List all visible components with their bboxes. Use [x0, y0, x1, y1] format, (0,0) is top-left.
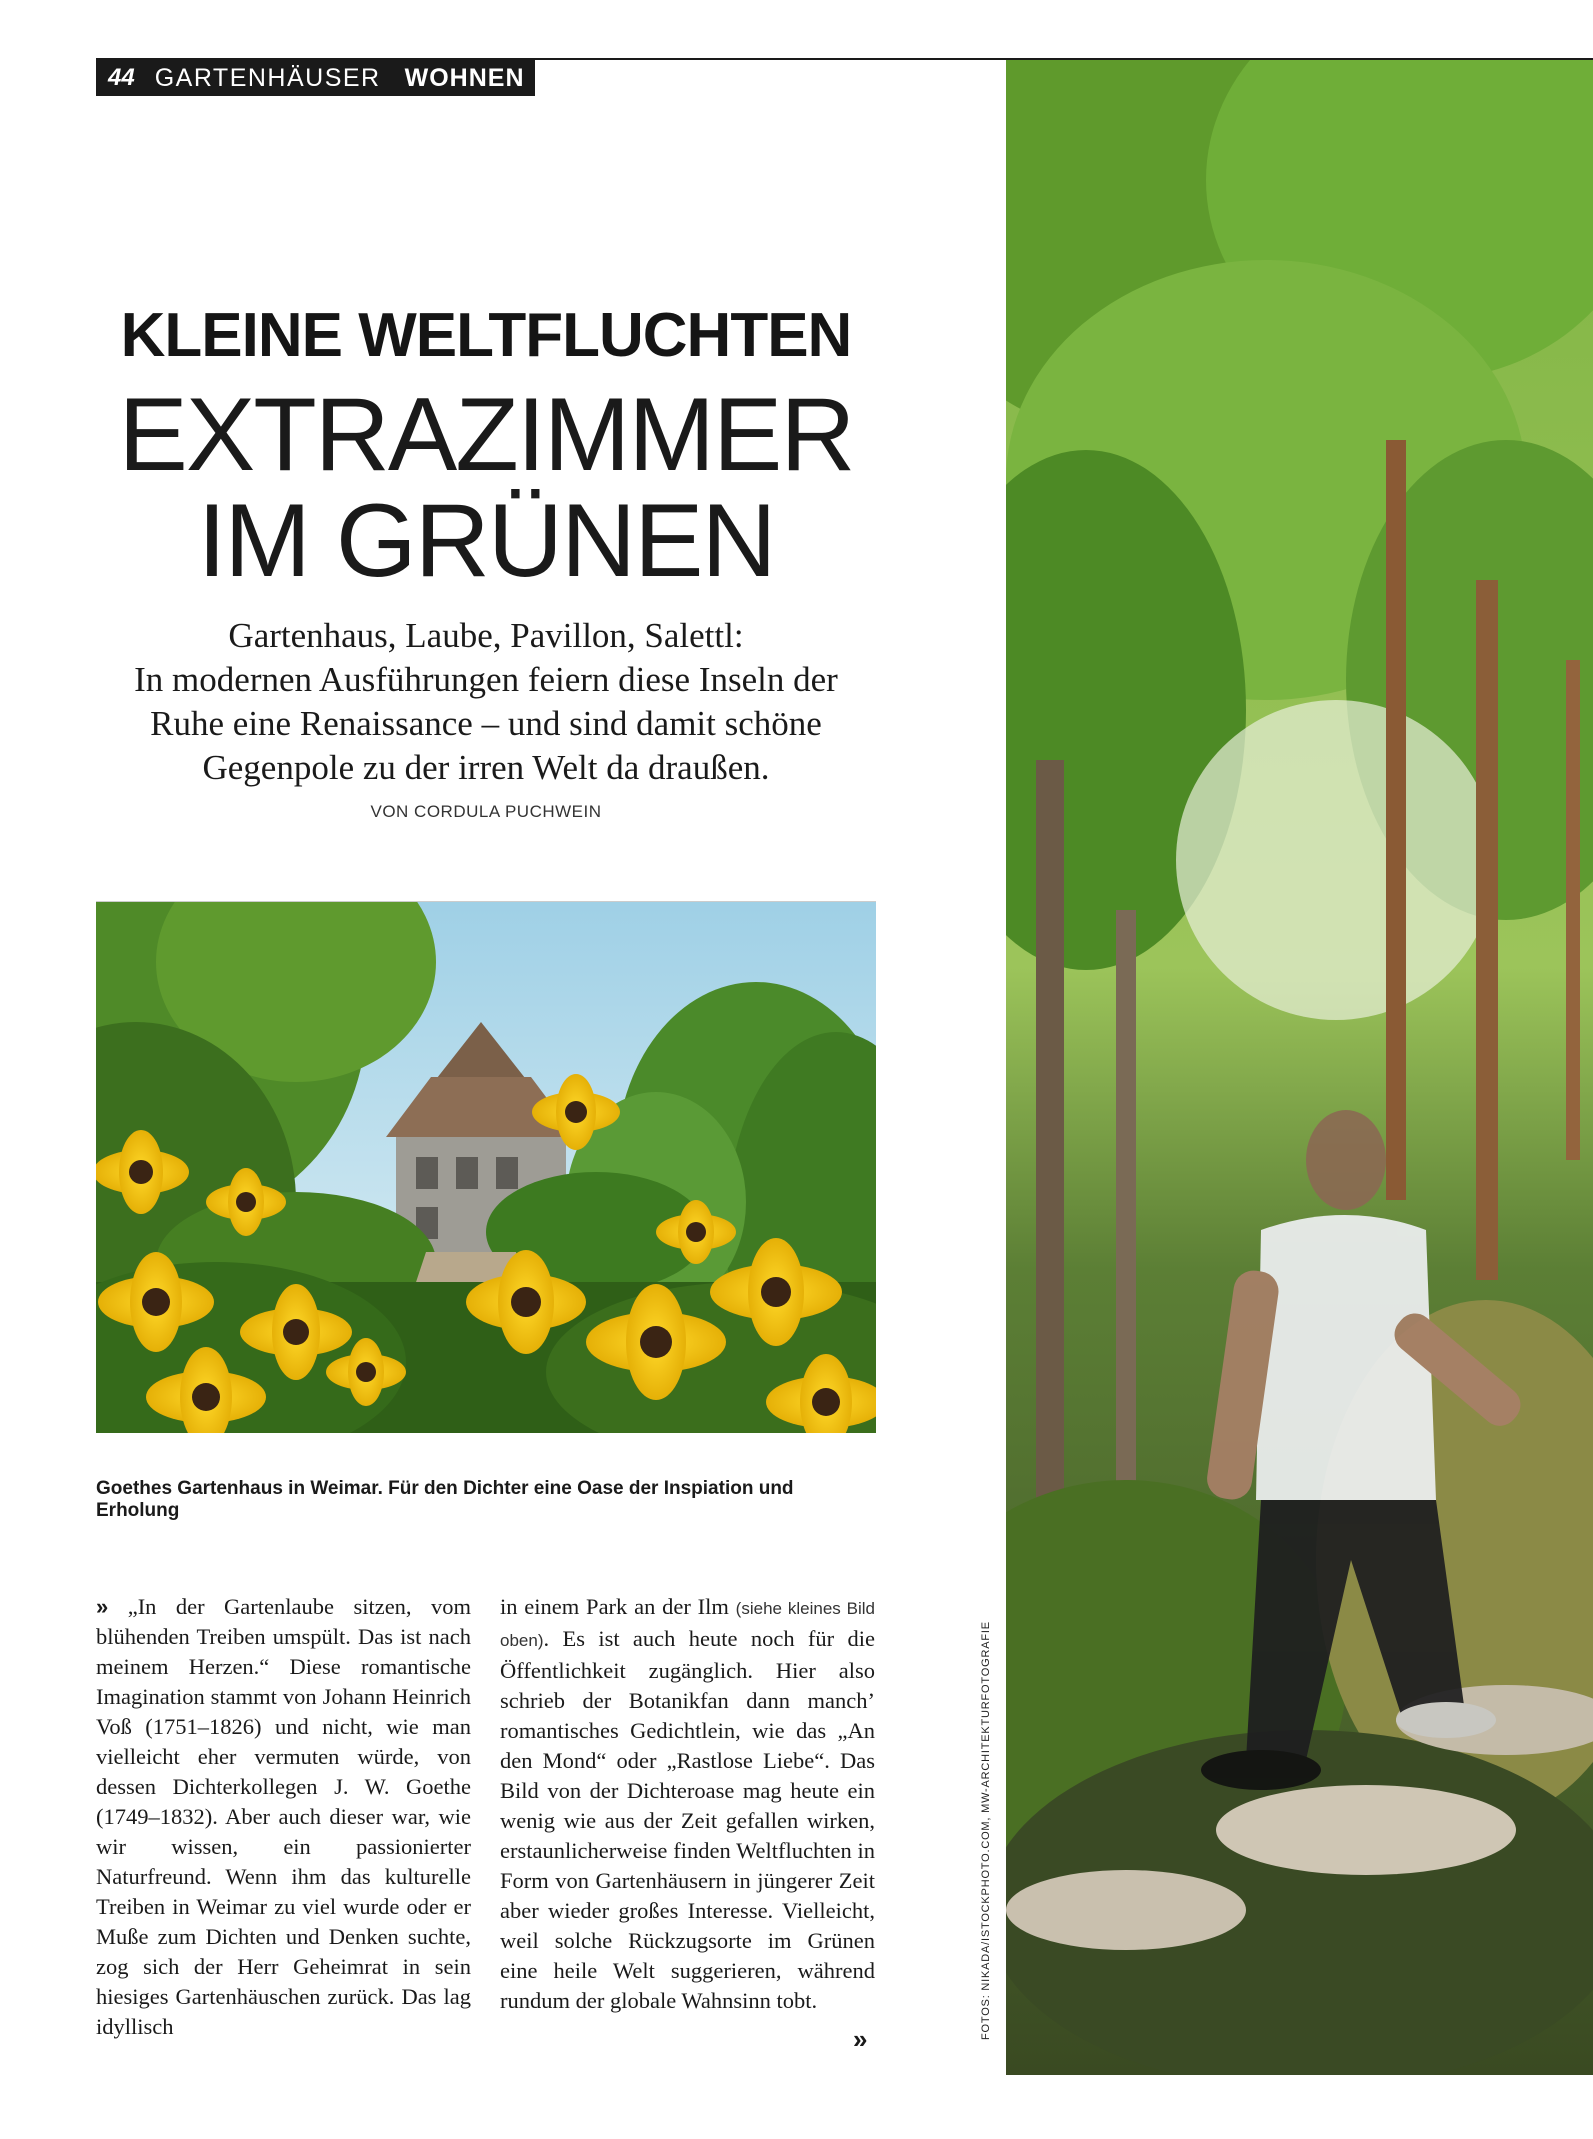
body-text: . Es ist auch heute noch für die Öffentlichkeit zugänglich. Hier also schrieb der Botanikfan dann manch’ romantisches Gedichtlein, wie das „An den Mond“ oder „Rastlose Liebe“. Das Bild von der Dichteroase mag heute ein wenig wie aus der Zeit gefallen wirken, erstaunlicherweise finden Weltfluchten in Form von Gartenhäusern in jüngerer Zeit aber wieder großes Interesse. Vielleicht, weil solche Rückzugsorte im Grünen eine heile Welt suggerieren, während rundum der globale Wahnsinn tobt. [500, 1626, 875, 2013]
garden-house-photo [96, 901, 876, 1433]
headline-line-2: IM GRÜNEN [197, 483, 775, 599]
lead-line: In modernen Ausführungen feiern diese Inseln der [134, 660, 838, 699]
body-text: „In der Gartenlaube sitzen, vom blühenden Treiben umspült. Das ist nach meinem Herzen.“ Diese romantische Imagination stammt von Johann Heinrich Voß (1751–1826) und nicht, wie man vielleicht eher vermuten würde, von dessen Dichterkollegen J. W. Goethe (1749–1832). Aber auch dieser war, wie wir wissen, ein passionierter Naturfreund. Wenn ihm das kulturelle Treiben in Weimar zu viel wurde oder er Muße zum Dichten und Denken suchte, zog sich der Herr Geheimrat in sein hiesiges Gartenhäuschen zurück. Das lag idyllisch [96, 1594, 471, 2039]
forest-illustration [1006, 60, 1593, 2075]
section-label: GARTENHÄUSER [154, 63, 381, 92]
lead-line: Gegenpole zu der irren Welt da draußen. [202, 748, 770, 787]
lead-line: Ruhe eine Renaissance – und sind damit schöne [150, 704, 822, 743]
photo-caption: Goethes Gartenhaus in Weimar. Für den Dichter eine Oase der Inspiation und Erholung [96, 1478, 794, 1521]
end-mark: » [853, 2024, 868, 2054]
page-number: 44 [108, 64, 135, 91]
image-reference: (siehe kleines Bild oben) [500, 1599, 876, 1650]
byline: VON CORDULA PUCHWEIN [370, 802, 602, 821]
article-headline [96, 377, 876, 599]
article-kicker: KLEINE WELTFLUCHTEN [120, 301, 852, 370]
headline-line-1: EXTRAZIMMER [118, 377, 854, 493]
article-lead [96, 614, 876, 790]
lead-line: Gartenhaus, Laube, Pavillon, Salettl: [228, 616, 744, 655]
body-column-2 [500, 1592, 875, 2016]
garden-house-illustration [96, 902, 876, 1433]
walking-man-photo [1006, 60, 1593, 2075]
body-column-1 [96, 1592, 471, 2042]
body-text: in einem Park an der Ilm [500, 1594, 729, 1619]
category-label: WOHNEN [404, 63, 525, 92]
section-header [96, 60, 535, 96]
photo-credit: FOTOS: NIKADA/ISTOCKPHOTO.COM, MW-ARCHITEKTURFOTOGRAFIE [980, 1621, 992, 2040]
start-mark: » [96, 1594, 109, 1619]
